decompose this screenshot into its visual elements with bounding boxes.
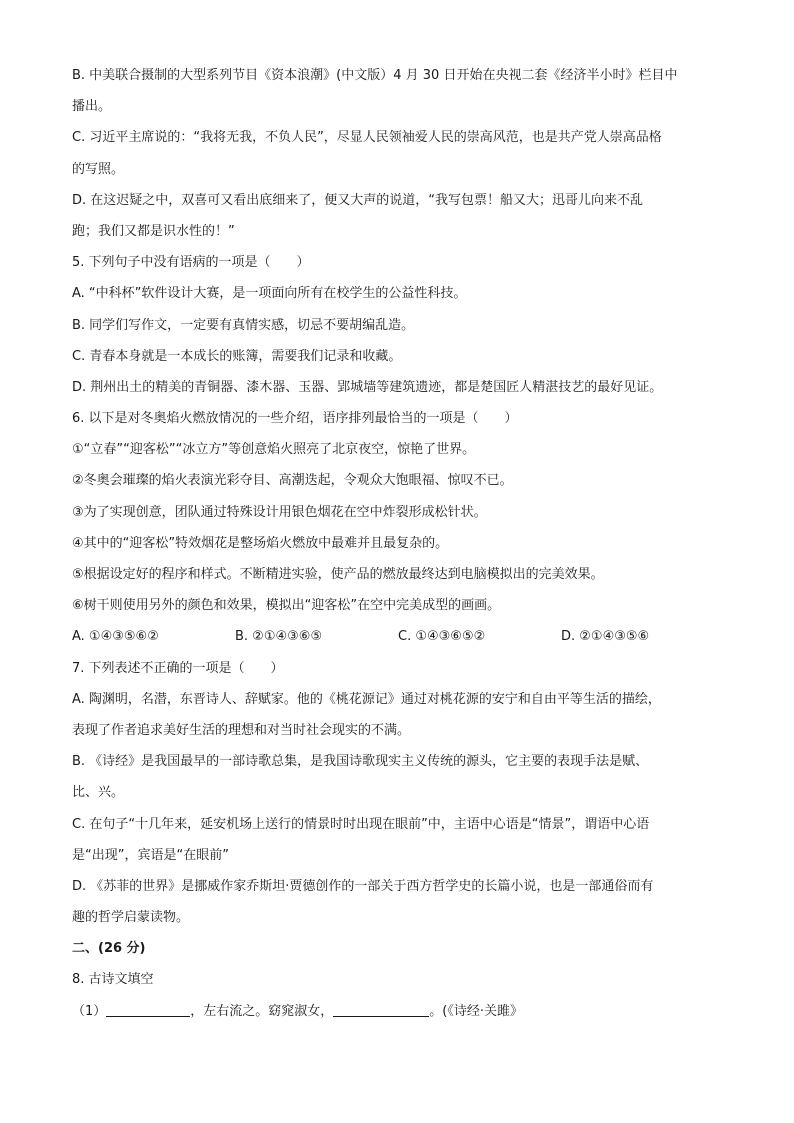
q6-sentence-2: ②冬奥会璀璨的焰火表演光彩夺目、高潮迭起，令观众大饱眼福、惊叹不已。 bbox=[72, 473, 513, 489]
fill-blank-2[interactable] bbox=[333, 1001, 429, 1017]
q8-item-1-source: 。(《诗经·关雎》 bbox=[429, 1003, 524, 1019]
q7-option-a-line2: 表现了作者追求美好生活的理想和对当时社会现实的不满。 bbox=[72, 722, 411, 738]
q6-sentence-5: ⑤根据设定好的程序和样式。不断精进实验，使产品的燃放最终达到电脑模拟出的完美效果。 bbox=[72, 567, 604, 582]
q4-option-b-line1: B. 中美联合摄制的大型系列节目《资本浪潮》(中文版）4 月 30 日开始在央视二套《经济半小时》栏目中 bbox=[72, 68, 678, 83]
q7-option-c-line1: C. 在句子“十几年来，延安机场上送行的情景时时出现在眼前”中，主语中心语是“情景”，谓语中心语 bbox=[72, 816, 650, 832]
q6-sentence-6: ⑥树干则使用另外的颜色和效果，模拟出“迎客松”在空中完美成型的画画。 bbox=[72, 598, 501, 614]
q4-option-c-line1: C. 习近平主席说的：“我将无我，不负人民”，尽显人民领袖爱人民的崇高风范，也是共产党人崇高品格 bbox=[72, 130, 662, 146]
q5-option-b: B. 同学们写作文，一定要有真情实感，切忌不要胡编乱造。 bbox=[72, 317, 415, 333]
section-2-heading: 二、(26 分) bbox=[72, 941, 146, 957]
q5-option-d: D. 荆州出土的精美的青铜器、漆木器、玉器、郢城墙等建筑遗迹，都是楚国匠人精湛技艺的最好见证。 bbox=[72, 379, 663, 395]
q4-option-c-line2: 的写照。 bbox=[72, 161, 125, 177]
q7-option-b-line2: 比、兴。 bbox=[72, 785, 125, 801]
q7-option-a-line1: A. 陶渊明，名潜，东晋诗人、辞赋家。他的《桃花源记》通过对桃花源的安宁和自由平等生活的描绘， bbox=[72, 691, 661, 707]
q6-option-d: D. ②①④③⑤⑥ bbox=[561, 629, 650, 645]
exam-page bbox=[72, 60, 732, 1027]
q6-sentence-4: ④其中的“迎客松”特效烟花是整场焰火燃放中最难并且最复杂的。 bbox=[72, 535, 449, 551]
q5-stem: 5. 下列句子中没有语病的一项是（ ） bbox=[72, 255, 310, 271]
q4-option-b-line2: 播出。 bbox=[72, 99, 112, 115]
q6-option-c: C. ①④③⑥⑤② bbox=[398, 629, 486, 645]
q5-option-a: A. “中科杯”软件设计大赛，是一项面向所有在校学生的公益性科技。 bbox=[72, 286, 467, 302]
q6-sentence-1: ①“立春”“迎客松”“冰立方”等创意焰火照亮了北京夜空，惊艳了世界。 bbox=[72, 442, 476, 458]
q5-option-c: C. 青春本身就是一本成长的账簿，需要我们记录和收藏。 bbox=[72, 348, 402, 364]
q7-stem: 7. 下列表述不正确的一项是（ ） bbox=[72, 660, 284, 676]
q6-stem: 6. 以下是对冬奥焰火燃放情况的一些介绍，语序排列最恰当的一项是（ ） bbox=[72, 411, 518, 427]
q4-option-d-line2: 跑；我们又都是识水性的！” bbox=[72, 223, 235, 239]
q7-option-c-line2: 是“出现”，宾语是“在眼前” bbox=[72, 847, 229, 863]
q7-option-d-line1: D. 《苏菲的世界》是挪威作家乔斯坦·贾德创作的一部关于西方哲学史的长篇小说，也是一部通俗而有 bbox=[72, 878, 654, 894]
q8-item-1-number: （1） bbox=[72, 1003, 107, 1019]
q6-options-row bbox=[72, 621, 732, 652]
q8-stem: 8. 古诗文填空 bbox=[72, 972, 154, 988]
q7-option-b-line1: B. 《诗经》是我国最早的一部诗歌总集，是我国诗歌现实主义传统的源头，它主要的表现手法是赋、 bbox=[72, 754, 649, 770]
q7-option-d-line2: 趣的哲学启蒙读物。 bbox=[72, 910, 190, 926]
q6-sentence-3: ③为了实现创意，团队通过特殊设计用银色烟花在空中炸裂形成松针状。 bbox=[72, 504, 487, 520]
q6-option-b: B. ②①④③⑥⑤ bbox=[235, 629, 323, 645]
q8-item-1-middle: ，左右流之。窈窕淑女， bbox=[190, 1003, 334, 1019]
q8-item-1 bbox=[72, 996, 732, 1027]
q6-option-a: A. ①④③⑤⑥② bbox=[72, 629, 159, 645]
q4-option-d-line1: D. 在这迟疑之中，双喜可又看出底细来了，便又大声的说道，“我写包票！船又大；迅哥儿向来不乱 bbox=[72, 192, 644, 208]
fill-blank-1[interactable] bbox=[106, 1001, 190, 1017]
